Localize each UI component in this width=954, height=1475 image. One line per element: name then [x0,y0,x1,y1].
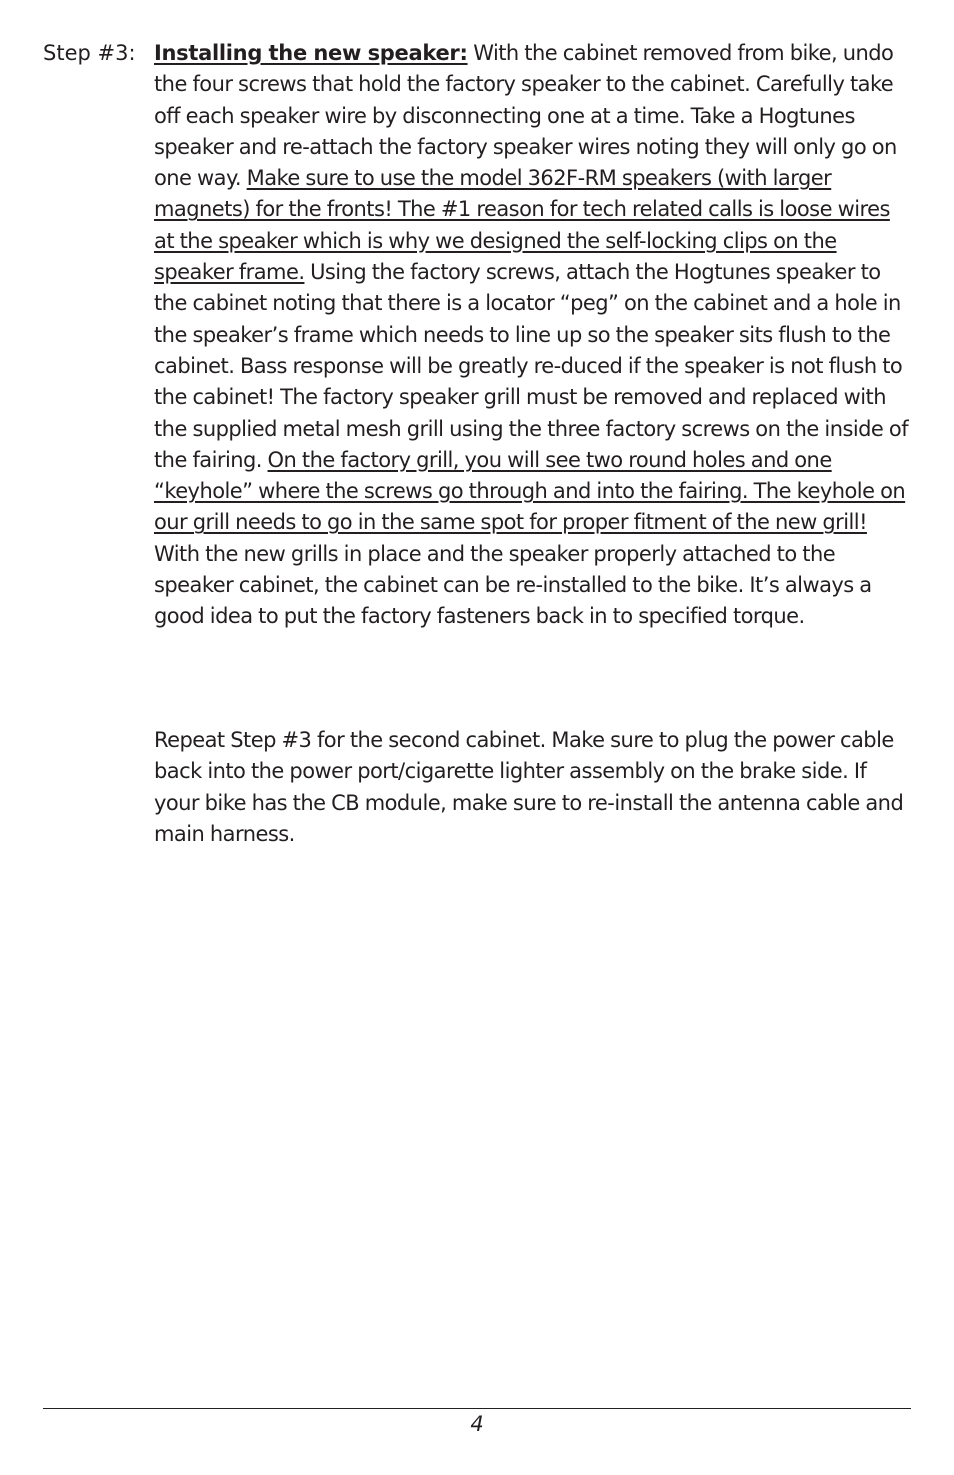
step-text-3: With the new grills in place and the speaker properly attached to the speaker cabinet, the cabinet can be re-installed to the bike. It’s always a good idea to put the factory fasteners back in to specified torque. [154,541,872,629]
step-3-paragraph [154,38,914,633]
step-heading: Installing the new speaker: [154,41,468,65]
step-text-2: Using the factory screws, attach the Hogtunes speaker to the cabinet noting that there is a locator “peg” on the cabinet and a hole in the speaker’s frame which needs to line up so the speaker sits flush to the cabinet. Bass response will be greatly re-duced if the speaker is not flush to the cabinet! The factory speaker grill must be removed and replaced with the supplied metal mesh grill using the three factory screws on the inside of the fairing. [154,260,909,472]
footer-divider [43,1408,911,1409]
repeat-step-paragraph: Repeat Step #3 for the second cabinet. Make sure to plug the power cable back into the power port/cigarette lighter assembly on the brake side. If your bike has the CB module, make sure to re-install the antenna cable and main harness. [154,728,904,846]
page-number: 4 [470,1412,484,1436]
step-underlined-note-2: On the factory grill, you will see two round holes and one “keyhole” where the screws go through and into the fairing. The keyhole on our grill needs to go in the same spot for proper fitment of the new grill! [154,447,906,535]
step-text-1: With the cabinet removed from bike, undo the four screws that hold the factory speaker to the cabinet. Carefully take off each speaker wire by disconnecting one at a time. Take a Hogtunes speaker and re-attach the factory speaker wires noting they will only go on one way. [154,41,897,191]
step-underlined-note-1: Make sure to use the model 362F-RM speakers (with larger magnets) for the fronts! The #1 reason for tech related calls is loose wires at the speaker which is why we designed the self-locking clips on the speaker frame. [154,166,890,285]
step-label: Step #3: [43,41,136,65]
